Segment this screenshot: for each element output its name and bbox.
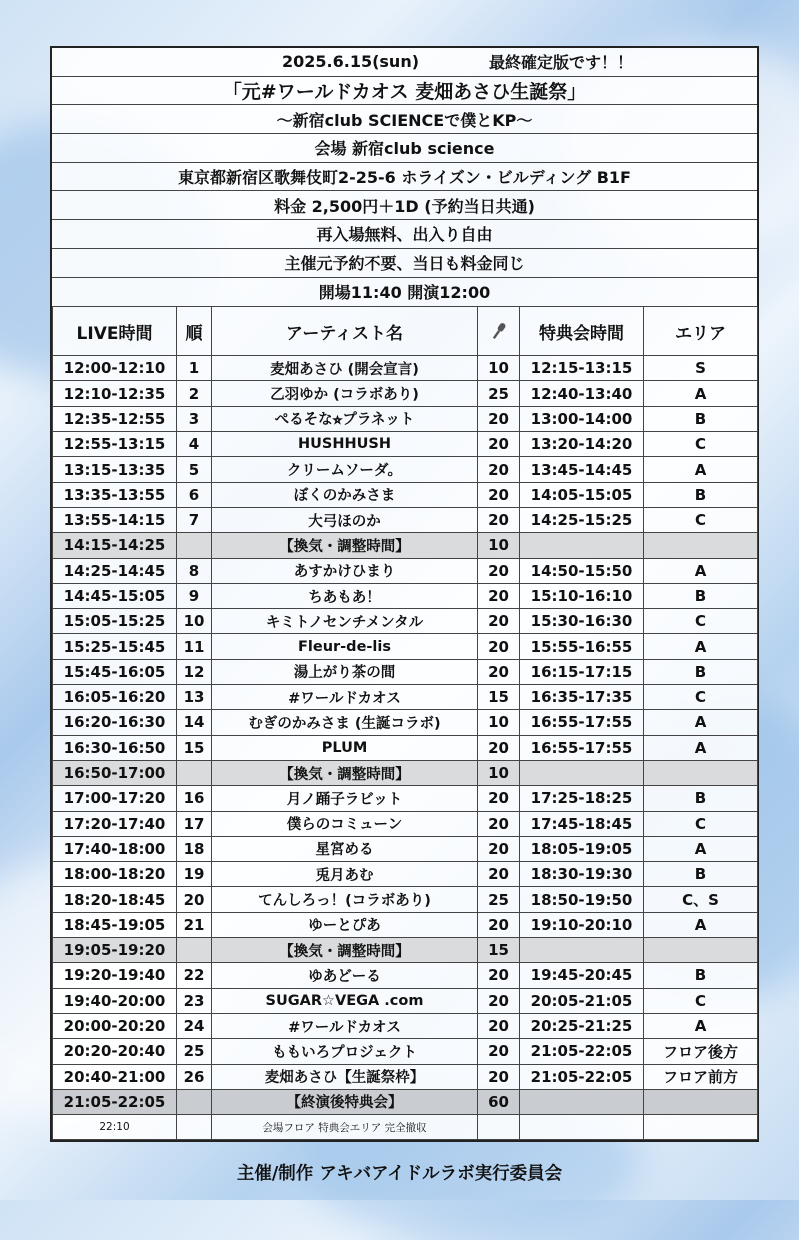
cell-mic-minutes: 20 [478,836,520,861]
cell-artist: ぼくのかみさま [212,482,478,507]
col-bonus-time: 特典会時間 [520,307,644,356]
table-row [53,381,758,406]
cell-artist: 麦畑あさひ (開会宣言) [212,356,478,381]
venue-address: 東京都新宿区歌舞伎町2-25-6 ホライズン・ビルディング B1F [52,163,757,192]
cell-live-time: 12:35-12:55 [53,406,177,431]
cell-order: 15 [177,735,212,760]
cell-order: 12 [177,659,212,684]
cell-order: 13 [177,685,212,710]
cell-mic-minutes: 10 [478,533,520,558]
table-row [53,558,758,583]
cell-area: C [644,988,758,1013]
table-header-row [53,307,758,356]
cell-mic-minutes: 60 [478,1089,520,1114]
table-row [53,912,758,937]
cell-bonus-time: 17:25-18:25 [520,786,644,811]
cell-bonus-time: 15:10-16:10 [520,583,644,608]
cell-bonus-time: 14:50-15:50 [520,558,644,583]
cell-bonus-time [520,1115,644,1140]
cell-bonus-time: 16:55-17:55 [520,735,644,760]
cell-live-time: 16:20-16:30 [53,710,177,735]
col-mic [478,307,520,356]
cell-live-time: 19:05-19:20 [53,938,177,963]
cell-live-time: 15:45-16:05 [53,659,177,684]
cell-mic-minutes: 20 [478,609,520,634]
cell-area: A [644,912,758,937]
cell-area: フロア前方 [644,1064,758,1089]
col-artist: アーティスト名 [212,307,478,356]
cell-artist: 会場フロア 特典会エリア 完全撤収 [212,1115,478,1140]
cell-area [644,1089,758,1114]
cell-mic-minutes: 20 [478,1064,520,1089]
cell-bonus-time: 12:40-13:40 [520,381,644,406]
cell-mic-minutes: 20 [478,432,520,457]
cell-artist: 兎月あむ [212,862,478,887]
table-row [53,811,758,836]
table-row [53,356,758,381]
reentry-info: 再入場無料、出入り自由 [52,220,757,249]
cell-artist: #ワールドカオス [212,685,478,710]
cell-artist: 【終演後特典会】 [212,1089,478,1114]
cell-live-time: 13:55-14:15 [53,507,177,532]
reservation-info: 主催元予約不要、当日も料金同じ [52,249,757,278]
break-row [53,938,758,963]
cell-area: A [644,836,758,861]
cell-artist: むぎのかみさま (生誕コラボ) [212,710,478,735]
cell-live-time: 15:05-15:25 [53,609,177,634]
cell-area: C [644,685,758,710]
cell-mic-minutes: 20 [478,457,520,482]
cell-bonus-time: 13:00-14:00 [520,406,644,431]
cell-order: 11 [177,634,212,659]
ticket-price: 料金 2,500円＋1D (予約当日共通) [52,191,757,220]
final-version-note: 最終確定版です！！ [489,53,634,73]
cell-area [644,1115,758,1140]
cell-live-time: 14:45-15:05 [53,583,177,608]
cell-area: B [644,862,758,887]
cell-order: 18 [177,836,212,861]
col-area: エリア [644,307,758,356]
cell-area: B [644,406,758,431]
cell-bonus-time: 17:45-18:45 [520,811,644,836]
cell-live-time: 20:20-20:40 [53,1039,177,1064]
cell-artist: 僕らのコミューン [212,811,478,836]
cell-order: 5 [177,457,212,482]
break-row [53,760,758,785]
table-row [53,609,758,634]
cell-live-time: 18:45-19:05 [53,912,177,937]
cell-live-time: 12:55-13:15 [53,432,177,457]
cell-bonus-time: 16:35-17:35 [520,685,644,710]
cell-mic-minutes: 20 [478,634,520,659]
cell-artist: 月ノ踊子ラビット [212,786,478,811]
cell-live-time: 18:00-18:20 [53,862,177,887]
cell-artist: #ワールドカオス [212,1013,478,1038]
cell-bonus-time: 21:05-22:05 [520,1064,644,1089]
cell-area: B [644,583,758,608]
cell-bonus-time [520,1089,644,1114]
venue-name: 会場 新宿club science [52,134,757,163]
microphone-icon [490,321,508,341]
cell-mic-minutes: 15 [478,685,520,710]
cell-artist: ゆあどーる [212,963,478,988]
cell-artist: 乙羽ゆか (コラボあり) [212,381,478,406]
cell-artist: ぺるそな⭐︎プラネット [212,406,478,431]
cell-mic-minutes: 20 [478,963,520,988]
cell-bonus-time: 20:25-21:25 [520,1013,644,1038]
cell-artist: 湯上がり茶の間 [212,659,478,684]
cell-live-time: 12:00-12:10 [53,356,177,381]
cell-order [177,533,212,558]
cell-order [177,760,212,785]
cell-bonus-time: 18:05-19:05 [520,836,644,861]
cell-mic-minutes: 10 [478,710,520,735]
cell-artist: 大弓ほのか [212,507,478,532]
cell-live-time: 20:40-21:00 [53,1064,177,1089]
cell-live-time: 22:10 [53,1115,177,1140]
timetable [52,306,758,1140]
cell-bonus-time: 15:30-16:30 [520,609,644,634]
cell-mic-minutes: 25 [478,887,520,912]
cell-mic-minutes: 10 [478,356,520,381]
cell-bonus-time [520,938,644,963]
cell-artist: SUGAR☆VEGA .com [212,988,478,1013]
cell-mic-minutes: 20 [478,735,520,760]
header-date-row [52,48,757,77]
cell-artist: あすかけひまり [212,558,478,583]
cell-artist: てんしろっ！(コラボあり) [212,887,478,912]
cell-area: C [644,609,758,634]
table-row [53,862,758,887]
cell-mic-minutes: 20 [478,1039,520,1064]
cell-order: 2 [177,381,212,406]
cell-order: 17 [177,811,212,836]
col-order: 順 [177,307,212,356]
cell-mic-minutes: 20 [478,988,520,1013]
cell-area: C [644,507,758,532]
cell-mic-minutes: 20 [478,406,520,431]
cell-artist: キミトノセンチメンタル [212,609,478,634]
cell-mic-minutes: 15 [478,938,520,963]
cell-bonus-time: 18:30-19:30 [520,862,644,887]
cell-bonus-time: 13:20-14:20 [520,432,644,457]
cell-area: フロア後方 [644,1039,758,1064]
cell-artist: 【換気・調整時間】 [212,938,478,963]
timetable-sheet [50,46,759,1142]
table-row [53,786,758,811]
cell-artist: ちあもあ！ [212,583,478,608]
cell-live-time: 14:25-14:45 [53,558,177,583]
event-subtitle: 〜新宿club SCIENCEで僕とKP〜 [52,105,757,134]
break-row [53,533,758,558]
cell-order: 8 [177,558,212,583]
cell-live-time: 21:05-22:05 [53,1089,177,1114]
cell-mic-minutes: 20 [478,912,520,937]
cell-area [644,533,758,558]
cell-order: 16 [177,786,212,811]
cell-order: 25 [177,1039,212,1064]
col-live-time: LIVE時間 [53,307,177,356]
cell-bonus-time: 14:05-15:05 [520,482,644,507]
cell-order [177,938,212,963]
cell-area [644,760,758,785]
cell-mic-minutes: 20 [478,482,520,507]
cell-mic-minutes: 20 [478,583,520,608]
cell-artist: 【換気・調整時間】 [212,533,478,558]
cell-bonus-time: 12:15-13:15 [520,356,644,381]
table-row [53,988,758,1013]
cell-bonus-time: 19:45-20:45 [520,963,644,988]
cell-area: A [644,558,758,583]
cell-order: 4 [177,432,212,457]
cell-artist: 麦畑あさひ【生誕祭枠】 [212,1064,478,1089]
cell-order: 19 [177,862,212,887]
cell-area: A [644,381,758,406]
cell-live-time: 20:00-20:20 [53,1013,177,1038]
cell-mic-minutes: 20 [478,558,520,583]
event-date: 2025.6.15(sun) [282,52,420,72]
cell-artist: PLUM [212,735,478,760]
cell-live-time: 17:40-18:00 [53,836,177,861]
cell-bonus-time [520,760,644,785]
cell-area: B [644,786,758,811]
cell-live-time: 18:20-18:45 [53,887,177,912]
cell-artist: Fleur-de-lis [212,634,478,659]
cell-mic-minutes: 20 [478,786,520,811]
cell-live-time: 14:15-14:25 [53,533,177,558]
cell-artist: ももいろプロジェクト [212,1039,478,1064]
cell-area: B [644,482,758,507]
cell-order: 22 [177,963,212,988]
cell-area: C、S [644,887,758,912]
cell-live-time: 12:10-12:35 [53,381,177,406]
event-title: 「元#ワールドカオス 麦畑あさひ生誕祭」 [52,77,757,106]
cell-mic-minutes: 10 [478,760,520,785]
cell-order: 20 [177,887,212,912]
table-row [53,836,758,861]
cell-area: A [644,735,758,760]
cell-mic-minutes: 20 [478,659,520,684]
cell-bonus-time: 19:10-20:10 [520,912,644,937]
cell-live-time: 19:40-20:00 [53,988,177,1013]
cell-bonus-time: 13:45-14:45 [520,457,644,482]
cell-live-time: 17:00-17:20 [53,786,177,811]
cell-area: B [644,659,758,684]
cell-bonus-time: 20:05-21:05 [520,988,644,1013]
break-row [53,1089,758,1114]
closing-row [53,1115,758,1140]
cell-bonus-time: 16:15-17:15 [520,659,644,684]
cell-area: A [644,457,758,482]
table-row [53,432,758,457]
cell-order: 1 [177,356,212,381]
cell-artist: HUSHHUSH [212,432,478,457]
cell-order: 23 [177,988,212,1013]
cell-area [644,938,758,963]
cell-order: 21 [177,912,212,937]
cell-mic-minutes: 25 [478,381,520,406]
cell-mic-minutes: 20 [478,507,520,532]
table-row [53,507,758,532]
cell-bonus-time: 15:55-16:55 [520,634,644,659]
cell-order [177,1115,212,1140]
cell-bonus-time: 21:05-22:05 [520,1039,644,1064]
cell-order [177,1089,212,1114]
organizer-credit: 主催/制作 アキバアイドルラボ実行委員会 [236,1164,563,1184]
cell-order: 24 [177,1013,212,1038]
cell-area: A [644,1013,758,1038]
cell-live-time: 16:50-17:00 [53,760,177,785]
cell-live-time: 16:05-16:20 [53,685,177,710]
cell-order: 10 [177,609,212,634]
table-row [53,659,758,684]
cell-live-time: 19:20-19:40 [53,963,177,988]
table-row [53,406,758,431]
cell-mic-minutes: 20 [478,862,520,887]
cell-live-time: 13:15-13:35 [53,457,177,482]
cell-order: 26 [177,1064,212,1089]
table-row [53,583,758,608]
cell-bonus-time [520,533,644,558]
cell-live-time: 13:35-13:55 [53,482,177,507]
table-row [53,685,758,710]
cell-area: C [644,432,758,457]
cell-area: A [644,634,758,659]
cell-artist: 星宮める [212,836,478,861]
cell-mic-minutes: 20 [478,811,520,836]
table-row [53,887,758,912]
cell-area: S [644,356,758,381]
cell-area: C [644,811,758,836]
table-row [53,710,758,735]
cell-order: 9 [177,583,212,608]
cell-live-time: 17:20-17:40 [53,811,177,836]
table-row [53,1013,758,1038]
cell-bonus-time: 18:50-19:50 [520,887,644,912]
cell-order: 14 [177,710,212,735]
cell-order: 3 [177,406,212,431]
cell-artist: 【換気・調整時間】 [212,760,478,785]
cell-artist: ゆーとぴあ [212,912,478,937]
table-row [53,634,758,659]
table-row [53,735,758,760]
table-row [53,457,758,482]
cell-order: 6 [177,482,212,507]
cell-live-time: 16:30-16:50 [53,735,177,760]
cell-bonus-time: 16:55-17:55 [520,710,644,735]
cell-order: 7 [177,507,212,532]
table-row [53,482,758,507]
cell-area: B [644,963,758,988]
table-row [53,1039,758,1064]
cell-artist: クリームソーダ。 [212,457,478,482]
open-start-times: 開場11:40 開演12:00 [318,283,491,303]
table-row [53,1064,758,1089]
cell-live-time: 15:25-15:45 [53,634,177,659]
cell-area: A [644,710,758,735]
table-row [53,963,758,988]
cell-bonus-time: 14:25-15:25 [520,507,644,532]
cell-mic-minutes [478,1115,520,1140]
cell-mic-minutes: 20 [478,1013,520,1038]
